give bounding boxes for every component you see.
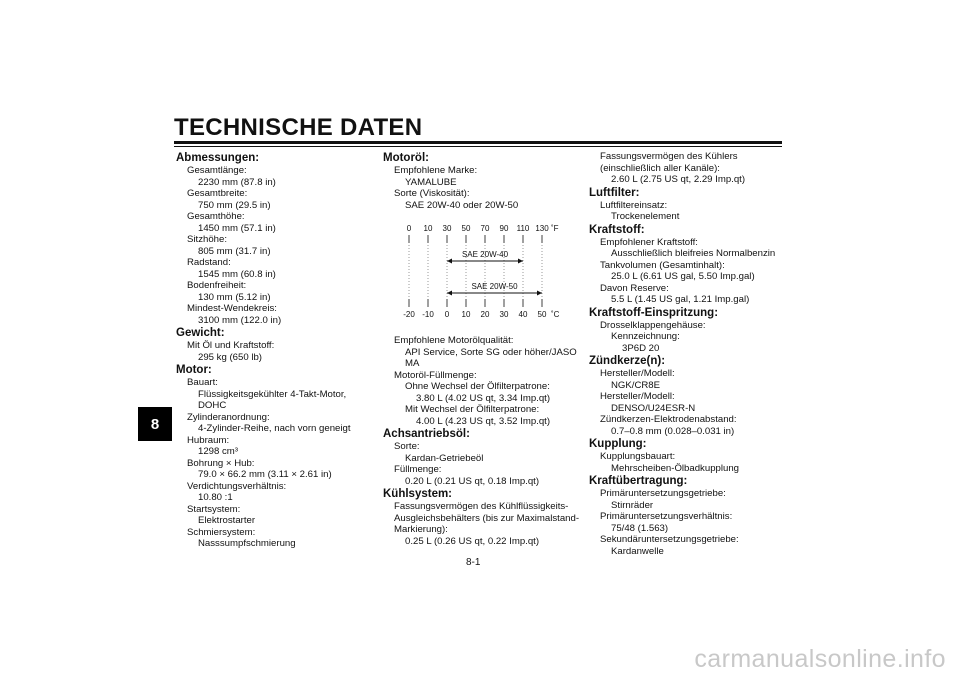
celsius-tick-label: 40 — [518, 310, 528, 319]
spec-line: 3P6D 20 — [622, 342, 660, 354]
column-2 — [383, 151, 583, 547]
spec-line: Empfohlene Marke: — [394, 165, 478, 176]
spec-line: 295 kg (650 lb) — [198, 351, 262, 363]
spec-line: Bodenfreiheit: — [187, 280, 247, 291]
spec-line: Gesamtlänge: — [187, 165, 247, 176]
column-2-bottom — [383, 335, 583, 547]
spec-line: 2230 mm (87.8 in) — [198, 176, 276, 188]
spec-line: Sorte: — [394, 441, 420, 452]
fahrenheit-tick-label: 50 — [461, 224, 471, 233]
spec-line: Ausschließlich bleifreies Normalbenzin — [611, 248, 776, 259]
fahrenheit-tick-label: 30 — [442, 224, 452, 233]
spec-line: 75/48 (1.563) — [611, 522, 669, 534]
celsius-tick-label: 50 — [537, 310, 547, 319]
spec-line: Elektrostarter — [198, 515, 256, 526]
spec-line: Empfohlene Motorölqualität: — [394, 335, 514, 346]
spec-line: 0.25 L (0.26 US qt, 0.22 Imp.qt) — [405, 535, 540, 547]
spec-line: 79.0 × 66.2 mm (3.11 × 2.61 in) — [198, 469, 332, 480]
spec-line: 10.80 :1 — [198, 492, 233, 503]
series-label: SAE 20W-50 — [471, 282, 518, 291]
fahrenheit-tick-label: 130 — [535, 224, 549, 233]
section-heading: Kraftstoff: — [589, 223, 645, 236]
column-2-top — [383, 152, 583, 211]
fahrenheit-tick-label: 90 — [499, 224, 509, 233]
fahrenheit-tick-label: 110 — [516, 224, 530, 233]
section-heading: Kraftübertragung: — [589, 475, 688, 487]
watermark: carmanualsonline.info — [694, 645, 946, 673]
spec-line: Empfohlener Kraftstoff: — [600, 236, 698, 248]
spec-line: 0.7–0.8 mm (0.028–0.031 in) — [611, 425, 735, 437]
spec-line: 130 mm (5.12 in) — [198, 291, 271, 303]
section-heading: Motor: — [176, 364, 212, 376]
spec-line: 3100 mm (122.0 in) — [198, 314, 282, 326]
column-3 — [589, 151, 789, 557]
section-heading: Gewicht: — [176, 327, 225, 339]
range-arrow-right — [518, 259, 523, 264]
spec-line: 750 mm (29.5 in) — [198, 199, 271, 211]
column-1 — [176, 151, 372, 550]
spec-line: Mindest-Wendekreis: — [187, 303, 277, 314]
section-heading: Kraftstoff-Einspritzung: — [589, 306, 719, 319]
spec-line: 4-Zylinder-Reihe, nach vorn geneigt — [198, 423, 351, 434]
spec-line: Gesamtbreite: — [187, 188, 248, 199]
section-heading: Achsantriebsöl: — [383, 428, 470, 440]
spec-line: 1545 mm (60.8 in) — [198, 268, 276, 280]
spec-line: Tankvolumen (Gesamtinhalt): — [600, 259, 725, 271]
fahrenheit-tick-label: 0 — [406, 224, 412, 233]
title-rule-thin — [174, 146, 782, 147]
celsius-tick-label: -20 — [403, 310, 415, 319]
spec-line: 3.80 L (4.02 US qt, 3.34 Imp.qt) — [416, 392, 551, 404]
spec-line: Ohne Wechsel der Ölfilterpatrone: — [405, 381, 550, 392]
spec-line: Gesamthöhe: — [187, 211, 245, 222]
spec-line: Mehrscheiben-Ölbadkupplung — [611, 462, 739, 474]
spec-line: Kennzeichnung: — [611, 331, 680, 342]
section-heading: Luftfilter: — [589, 186, 640, 199]
spec-line: Mit Wechsel der Ölfilterpatrone: — [405, 404, 540, 415]
section-heading: Kühlsystem: — [383, 488, 453, 500]
spec-line: DENSO/U24ESR-N — [611, 402, 696, 414]
range-arrow-left — [447, 259, 452, 264]
spec-line: Zündkerzen-Elektrodenabstand: — [600, 414, 737, 425]
celsius-tick-label: 10 — [461, 310, 471, 319]
range-arrow-right — [537, 291, 542, 296]
spec-line: Verdichtungsverhältnis: — [187, 480, 287, 492]
spec-line: NGK/CR8E — [611, 379, 661, 391]
spec-line: Hersteller/Modell: — [600, 391, 675, 402]
spec-line: Kardanwelle — [611, 545, 664, 557]
spec-line: YAMALUBE — [405, 176, 457, 188]
spec-line: Primäruntersetzungsgetriebe: — [600, 488, 726, 499]
title-rule-thick — [174, 141, 782, 144]
spec-line: 0.20 L (0.21 US qt, 0.18 Imp.qt) — [405, 475, 540, 487]
celsius-tick-label: -10 — [422, 310, 434, 319]
spec-line: Bauart: — [187, 377, 218, 388]
spec-line: Startsystem: — [187, 503, 241, 515]
spec-line: 1450 mm (57.1 in) — [198, 222, 276, 234]
spec-line: Primäruntersetzungsverhältnis: — [600, 511, 733, 522]
section-heading: Zündkerze(n): — [589, 355, 666, 367]
spec-line: Fassungsvermögen des Kühlflüssigkeits-Ausgleichsbehälters (bis zur Maximalstand-Markierung): — [394, 501, 580, 535]
spec-line: Kupplungsbauart: — [600, 451, 676, 462]
spec-line: Sekundäruntersetzungsgetriebe: — [600, 534, 739, 545]
spec-line: Fassungsvermögen des Kühlers (einschließlich aller Kanäle): — [600, 151, 738, 174]
spec-line: Sorte (Viskosität): — [394, 188, 470, 199]
spec-line: SAE 20W-40 oder 20W-50 — [405, 199, 519, 211]
spec-line: Zylinderanordnung: — [187, 411, 270, 423]
spec-line: 25.0 L (6.61 US gal, 5.50 Imp.gal) — [611, 271, 755, 282]
spec-line: Sitzhöhe: — [187, 234, 228, 245]
spec-line: Hubraum: — [187, 434, 230, 446]
spec-line: 4.00 L (4.23 US qt, 3.52 Imp.qt) — [416, 415, 551, 427]
spec-line: Nasssumpfschmierung — [198, 538, 296, 549]
series-label: SAE 20W-40 — [461, 250, 509, 259]
fahrenheit-tick-label: 70 — [480, 224, 490, 233]
range-arrow-left — [447, 291, 452, 296]
spec-line: 1298 cm³ — [198, 446, 238, 457]
celsius-unit: ˚C — [551, 310, 560, 319]
spec-line: Stirnräder — [611, 499, 654, 511]
spec-line: Trockenelement — [611, 211, 680, 222]
page-title: TECHNISCHE DATEN — [174, 114, 423, 141]
celsius-tick-label: 0 — [444, 310, 450, 319]
spec-line: Schmiersystem: — [187, 526, 256, 538]
celsius-tick-label: 30 — [499, 310, 509, 319]
section-heading: Motoröl: — [383, 152, 429, 164]
spec-line: Luftfiltereinsatz: — [600, 199, 668, 211]
spec-line: Hersteller/Modell: — [600, 368, 675, 379]
page-number: 8-1 — [466, 557, 481, 568]
celsius-tick-label: 20 — [480, 310, 490, 319]
spec-line: 2.60 L (2.75 US qt, 2.29 Imp.qt) — [611, 174, 746, 185]
section-heading: Abmessungen: — [176, 152, 260, 164]
spec-line: 5.5 L (1.45 US gal, 1.21 Imp.gal) — [611, 294, 750, 305]
spec-line: 805 mm (31.7 in) — [198, 245, 271, 257]
spec-line: Flüssigkeitsgekühlter 4-Takt-Motor, DOHC — [198, 388, 347, 411]
fahrenheit-unit: ˚F — [551, 224, 559, 233]
oil-viscosity-chart — [397, 217, 565, 325]
chapter-tab: 8 — [138, 407, 172, 441]
spec-line: API Service, Sorte SG oder höher/JASO MA — [405, 346, 577, 369]
fahrenheit-tick-label: 10 — [423, 224, 433, 233]
section-heading: Kupplung: — [589, 438, 647, 450]
spec-line: Davon Reserve: — [600, 282, 669, 294]
spec-line: Bohrung × Hub: — [187, 457, 255, 469]
spec-line: Radstand: — [187, 257, 231, 268]
spec-line: Mit Öl und Kraftstoff: — [187, 340, 275, 351]
spec-line: Füllmenge: — [394, 464, 442, 475]
spec-line: Drosselklappengehäuse: — [600, 319, 706, 331]
spec-line: Motoröl-Füllmenge: — [394, 369, 477, 381]
spec-line: Kardan-Getriebeöl — [405, 452, 484, 464]
